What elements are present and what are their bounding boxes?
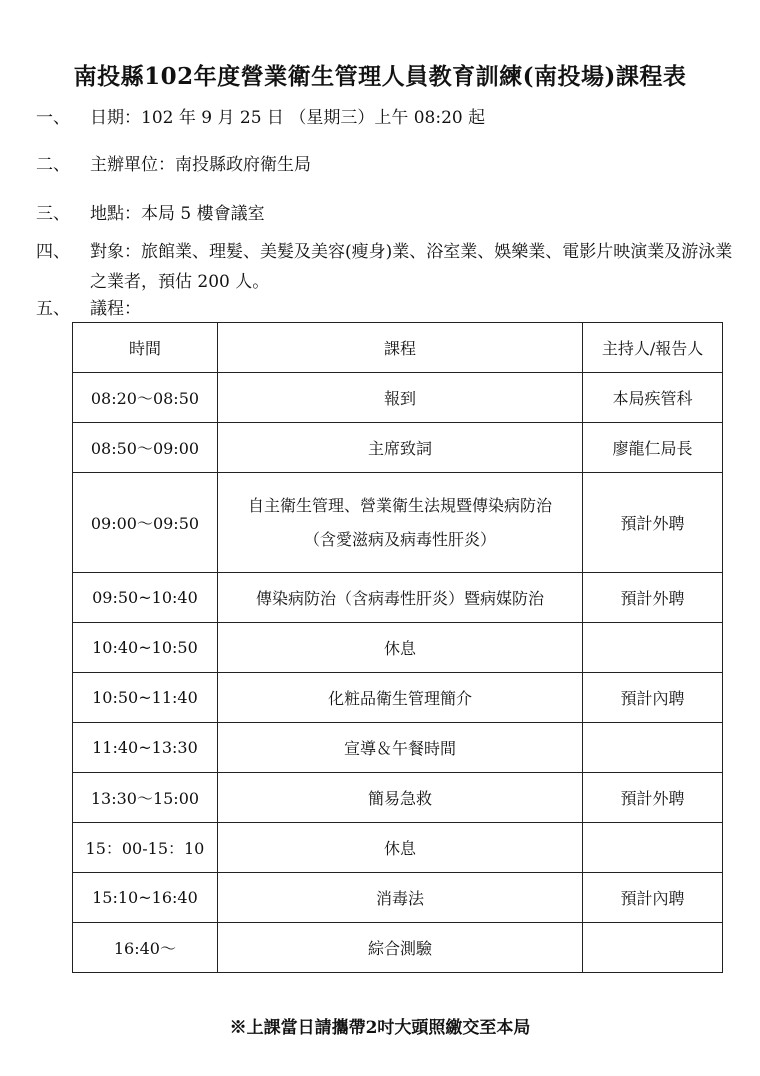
- cell-time: 08:50～09:00: [73, 423, 218, 473]
- cell-host: [583, 923, 723, 973]
- cell-course: 休息: [217, 623, 582, 673]
- table-row: [73, 423, 723, 473]
- cell-time: 11:40~13:30: [73, 723, 218, 773]
- cell-host: 預計外聘: [583, 773, 723, 823]
- course-line-2: （含愛滋病及病毒性肝炎）: [304, 529, 497, 549]
- cell-time: 15:10~16:40: [73, 873, 218, 923]
- cell-host: [583, 823, 723, 873]
- cell-host: [583, 723, 723, 773]
- cell-course: 綜合測驗: [217, 923, 582, 973]
- cell-course: 傳染病防治（含病毒性肝炎）暨病媒防治: [217, 573, 582, 623]
- item-text: 對象：旅館業、理髮、美髮及美容(瘦身)業、浴室業、娛樂業、電影片映演業及游泳業之業者，預估 200 人。: [90, 242, 733, 292]
- table-row: [73, 673, 723, 723]
- footer-note: ※上課當日請攜帶2吋大頭照繳交至本局: [229, 1018, 531, 1038]
- cell-time: 10:40~10:50: [73, 623, 218, 673]
- item-number: 一、: [36, 108, 70, 128]
- info-agenda: [36, 294, 740, 324]
- table-row: [73, 723, 723, 773]
- table-row: [73, 573, 723, 623]
- cell-course: 消毒法: [217, 873, 582, 923]
- page-title: 南投縣102年度營業衛生管理人員教育訓練(南投場)課程表: [73, 63, 687, 90]
- item-number: 二、: [36, 155, 70, 175]
- table-row: [73, 473, 723, 573]
- cell-time: 08:20～08:50: [73, 373, 218, 423]
- cell-time: 09:00～09:50: [73, 473, 218, 573]
- item-text: 地點：本局 5 樓會議室: [90, 204, 265, 224]
- header-host: 主持人/報告人: [583, 323, 723, 373]
- cell-course: 休息: [217, 823, 582, 873]
- header-course: 課程: [217, 323, 582, 373]
- cell-time: 10:50~11:40: [73, 673, 218, 723]
- cell-time: 15：00-15：10: [73, 823, 218, 873]
- schedule-table: [72, 322, 723, 973]
- table-row: [73, 923, 723, 973]
- table-row: [73, 823, 723, 873]
- cell-host: [583, 623, 723, 673]
- info-date: [36, 103, 740, 133]
- cell-course: 主席致詞: [217, 423, 582, 473]
- table-row: [73, 873, 723, 923]
- cell-course: [217, 473, 582, 573]
- item-number: 四、: [36, 242, 70, 262]
- cell-host: 預計外聘: [583, 473, 723, 573]
- item-number: 五、: [36, 299, 70, 319]
- info-location: [36, 199, 740, 229]
- cell-host: 預計外聘: [583, 573, 723, 623]
- item-text: 主辦單位：南投縣政府衛生局: [90, 155, 311, 175]
- course-line-1: 自主衛生管理、營業衛生法規暨傳染病防治: [248, 495, 553, 515]
- cell-course: 簡易急救: [217, 773, 582, 823]
- info-organizer: [36, 150, 740, 180]
- item-text: 日期：102 年 9 月 25 日 （星期三）上午 08:20 起: [90, 108, 486, 128]
- cell-course: 化粧品衛生管理簡介: [217, 673, 582, 723]
- cell-host: 預計內聘: [583, 673, 723, 723]
- cell-time: 13:30～15:00: [73, 773, 218, 823]
- cell-course: 報到: [217, 373, 582, 423]
- header-time: 時間: [73, 323, 218, 373]
- cell-time: 16:40～: [73, 923, 218, 973]
- table-header-row: [73, 323, 723, 373]
- cell-time: 09:50~10:40: [73, 573, 218, 623]
- item-text: 議程：: [90, 299, 141, 319]
- table-row: [73, 773, 723, 823]
- table-row: [73, 623, 723, 673]
- item-number: 三、: [36, 204, 70, 224]
- info-audience: [36, 237, 740, 297]
- cell-host: 預計內聘: [583, 873, 723, 923]
- cell-host: 廖龍仁局長: [583, 423, 723, 473]
- cell-host: 本局疾管科: [583, 373, 723, 423]
- cell-course: 宣導＆午餐時間: [217, 723, 582, 773]
- table-row: [73, 373, 723, 423]
